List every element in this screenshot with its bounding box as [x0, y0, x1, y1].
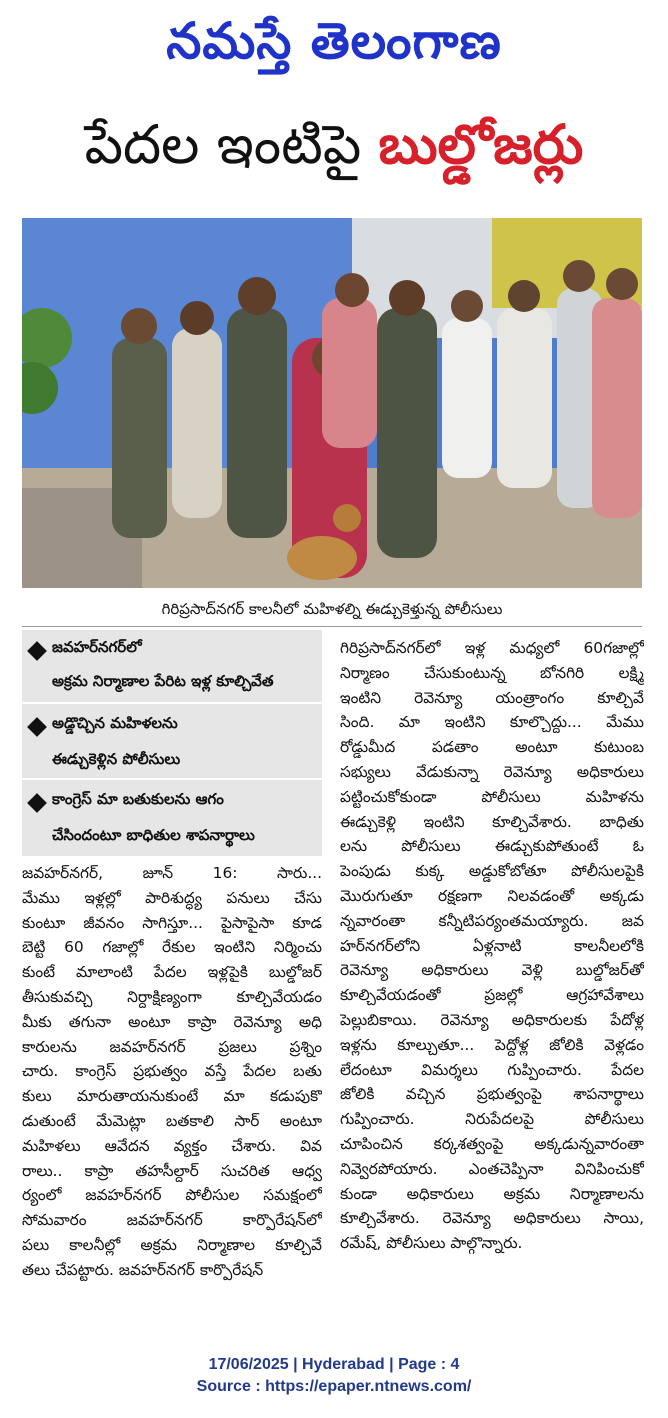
article-line: రోడ్డుమీద పడతాం అంటూ కుటుంబ	[340, 738, 644, 757]
article-line: చారు. కాంగ్రెస్ ప్రభుత్వం వస్తే పేదల బతు	[22, 1062, 322, 1081]
article-line: ఇళ్లను కూల్చుతూ... పెద్దోళ్ల జోలికి వెళ్లడం	[340, 1035, 644, 1054]
headline-part-2: బుల్డోజర్లు	[378, 113, 584, 176]
highlight-separator	[22, 778, 322, 780]
article-line: కుండా అధికారులు అక్రమ నిర్మాణాలను	[340, 1184, 644, 1203]
article-line: గిరిప్రసాద్‌నగర్‌లో ఇళ్ల మధ్యలో 60గజాల్లో	[340, 639, 644, 657]
article-line: ఈడ్చుకెళ్లి ఇంటిని కూల్చివేశారు. బాధితు	[340, 812, 644, 831]
divider	[22, 626, 642, 627]
highlight-line: కాంగ్రెస్ మా బతుకులను ఆగం	[52, 790, 224, 808]
article-paragraph	[22, 861, 322, 1283]
article-line: మీకు తగునా అంటూ కాప్రా రెవెన్యూ అధి	[22, 1012, 322, 1031]
article-line: పలు కాలనీల్లో అక్రమ నిర్మాణాల కూల్చివే	[22, 1235, 322, 1254]
article-line: కులు మారుతాయనుకుంటే మా కడుపుకొ	[22, 1087, 322, 1106]
article-line: నిర్మాణం చేసుకుంటున్న బోనగిరి లక్ష్మి	[340, 663, 644, 682]
article-line: నివ్వెరపోయారు. ఎంతచెప్పినా వినిపించుకో	[340, 1159, 644, 1178]
highlight-line: ఈడ్చుకెళ్లిన పోలీసులు	[52, 750, 181, 768]
article-line: పెంపుడు కుక్క అడ్డుకోబోతూ పోలీసులపైకి	[340, 862, 644, 881]
article-line: తీసుకువచ్చి నిర్దాక్షిణ్యంగా కూల్చివేయడం	[22, 987, 322, 1006]
article-line: కుంటూ జీవనం సాగిస్తూ... పైసాపైసా కూడ	[22, 913, 322, 932]
article-line: సభ్యులు వేడుకున్నా రెవెన్యూ అధికారులు	[340, 762, 644, 781]
article-line: తలు చేపట్టారు. జవహర్‌నగర్ కార్పొరేషన్	[22, 1260, 264, 1279]
article-line: కుంటే మాలాంటి పేదల ఇళ్లపైకి బుల్డోజర్	[22, 963, 322, 982]
headline-part-1: పేదల ఇంటిపై	[84, 113, 379, 176]
highlight-line: అక్రమ నిర్మాణాల పేరిట ఇళ్ల కూల్చివేత	[52, 672, 274, 690]
article-column-left	[22, 861, 322, 1283]
article-line: జోలికి వచ్చిన ప్రభుత్వంపై శాపనార్థాలు	[340, 1085, 644, 1104]
article-line: మేము ఇళ్లల్లో పారిశుద్ధ్య పనులు చేసు	[22, 888, 322, 907]
highlights-box	[22, 630, 322, 856]
article-line: రెవెన్యూ అధికారులు వెళ్లి బుల్డోజర్‌తో	[340, 961, 644, 980]
bullet-diamond-icon	[27, 717, 47, 737]
article-line: హర్‌నగర్‌లోని ఏళ్లనాటి కాలనీలలోకి	[340, 936, 644, 955]
article-line: మహిళలు ఆవేదన వ్యక్తం చేశారు. వివ	[22, 1136, 322, 1155]
article-line: గుప్పించారు. నిరుపేదలపై పోలీసులు	[340, 1110, 644, 1129]
article-line: కారులను జవహర్‌నగర్ ప్రజలు ప్రశ్నిం	[22, 1037, 322, 1056]
article-line: ర్యంలో జవహర్‌నగర్ పోలీసుల సమక్షంలో	[22, 1186, 322, 1205]
news-photo	[22, 218, 642, 588]
article-line: పెల్లుబికాయి. రెవెన్యూ అధికారులకు పేదోళ్ల	[340, 1010, 644, 1029]
article-line: సింది. మా ఇంటిని కూల్చొద్దు... మేము	[340, 713, 644, 732]
article-line: చూపించిన కర్కశత్వంపై అక్కడున్నవారంతా	[340, 1134, 644, 1153]
bullet-diamond-icon	[27, 793, 47, 813]
highlight-separator	[22, 702, 322, 704]
footer-source-line: Source : https://epaper.ntnews.com/	[196, 1378, 472, 1395]
news-photo-illustration	[22, 218, 642, 588]
article-line: డుతుంటే మేమెట్లా బతకాలి సార్ అంటూ	[22, 1111, 322, 1130]
article-line: కూల్చివేయడంతో ప్రజల్లో ఆగ్రహావేశాలు	[340, 986, 644, 1005]
article-column-right	[340, 636, 644, 1256]
article-line: బెట్టి 60 గజాల్లో రేకుల ఇంటిని నిర్మించు	[22, 938, 322, 957]
highlight-line: జవహర్‌నగర్‌లో	[52, 638, 142, 656]
article-headline	[0, 100, 668, 190]
bullet-diamond-icon	[27, 641, 47, 661]
newspaper-masthead: నమస్తే తెలంగాణ	[166, 11, 502, 70]
article-line: సోమవారం జవహర్‌నగర్ కార్పొరేషన్‌లో	[22, 1211, 322, 1230]
article-line: రాలు.. కాప్రా తహసీల్దార్ సుచరిత ఆధ్వ	[22, 1161, 322, 1180]
article-line: లేదంటూ విమర్శలు గుప్పించారు. పేదల	[340, 1060, 644, 1079]
article-line: జవహర్‌నగర్, జూన్ 16: సారు...	[22, 864, 322, 882]
article-line: న్నవారంతా కన్నీటిపర్యంతమయ్యారు. జవ	[340, 911, 644, 930]
article-paragraph	[340, 636, 644, 1256]
article-line: పట్టించుకోకుండా పోలీసులు మహిళను	[340, 787, 644, 806]
article-line: కూల్చివేశారు. రెవెన్యూ అధికారులు సాయి,	[340, 1209, 644, 1228]
article-line: రమేష్, పోలీసులు పాల్గొన్నారు.	[340, 1234, 523, 1253]
footer-date-line: 17/06/2025 | Hyderabad | Page : 4	[208, 1356, 460, 1373]
highlight-line: అడ్డొచ్చిన మహిళలను	[52, 714, 178, 732]
photo-caption: గిరిప్రసాద్‌నగర్ కాలనీలో మహిళల్ని ఈడ్చుకెళ్తున్న పోలీసులు	[161, 600, 503, 618]
article-line: లను పోలీసులు ఈడ్చుకుపోతుంటే ఓ	[340, 837, 644, 856]
article-line: ఇంటిని రెవెన్యూ యంత్రాంగం కూల్చివే	[340, 688, 644, 707]
highlight-line: చేసిందంటూ బాధితుల శాపనార్థాలు	[52, 826, 255, 844]
article-line: మొరుగుతూ రక్షణగా నిలవడంతో అక్కడు	[340, 886, 644, 905]
